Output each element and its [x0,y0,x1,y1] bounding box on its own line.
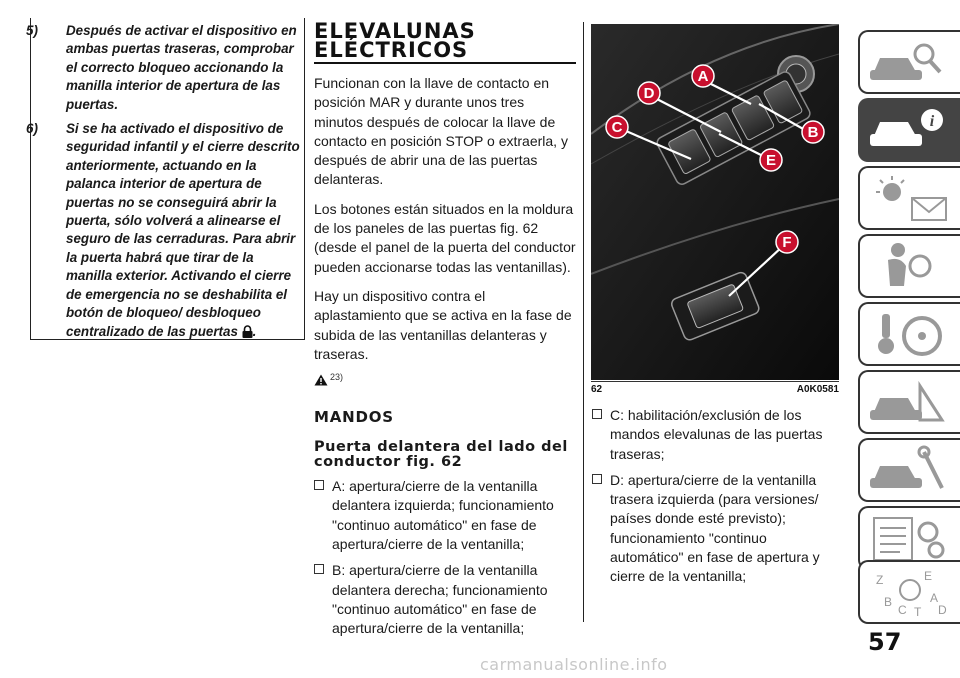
section-title-line1: ELEVALUNAS [314,19,476,43]
warning-ref-number: 23) [330,372,344,383]
notes-list [26,22,301,347]
door-panel-photo [591,24,839,380]
figure-number: 62 [591,384,603,395]
warning-triangle-icon [314,374,328,386]
page-number: 57 [868,628,902,656]
label-c: C [611,119,623,136]
figure-code: A0K0581 [796,384,839,395]
sub-subheading: Puerta delantera del lado del conductor fig. 62 [314,439,568,470]
list-item-text: B: apertura/cierre de la ventanilla delantera derecha; funcionamiento "continuo automático" en fase de apertura/cierre de la ventanilla; [332,562,548,637]
svg-text:C: C [898,603,907,617]
label-d: D [643,85,655,102]
note-text: Después de activar el dispositivo en ambas puertas traseras, comprobar el correcto bloqueo accionando la manilla interior de apertura de las puertas. [66,23,297,112]
label-f: F [782,234,792,251]
checkbox-bullet-icon [314,480,324,490]
figure-62-window-controls [591,24,839,380]
main-column [314,18,576,646]
label-e: E [765,152,777,169]
note-item-6 [26,120,301,341]
tab-starting-driving[interactable] [858,302,960,366]
note-number: 6) [26,121,38,137]
warning-lights-icon [860,168,960,228]
tab-warning-lights[interactable] [858,166,960,230]
svg-text:Z: Z [876,573,884,587]
list-item [592,406,842,464]
car-info-icon [860,100,960,160]
padlock-icon [242,325,253,338]
subheading: MANDOS [314,408,394,427]
watermark[interactable]: carmanualsonline.info [480,655,668,674]
car-breakdown-icon [860,372,960,432]
list-item-text: C: habilitación/exclusión de los mandos elevalunas de las puertas traseras; [610,407,823,462]
checkbox-bullet-icon [592,474,602,484]
warning-reference[interactable] [314,372,576,390]
controls-list-continued [592,406,842,587]
note-text: Si se ha activado el dispositivo de seguridad infantil y el cierre descrito anteriormente, actuando en la palanca interior de apertura de puertas no se conseguirá abrir la puerta, sólo volverá a alinearse el seguro de las cerraduras. Para abrir la puerta habrá que tirar de la manilla exterior. Activando el cierre de emergencia no se deshabilita el botón de bloqueo/ desbloqueo centralizado de las puertas [66,121,300,339]
svg-text:A: A [930,591,939,605]
list-item [592,471,842,587]
note-end: . [252,323,257,339]
svg-text:E: E [924,569,933,583]
section-title-line2: ELÉCTRICOS [314,38,469,62]
right-column [592,406,842,594]
note-number: 5) [26,23,38,38]
label-b: B [807,124,819,141]
tab-index[interactable] [858,560,960,624]
list-item-text: D: apertura/cierre de la ventanilla trasera izquierda (para versiones/ países donde esté previsto); funcionamiento "continuo automático" en fase de apertura y cierre de la ventanilla; [610,471,820,585]
section-title [314,19,576,62]
tab-knowing-car[interactable] [858,98,960,162]
figure-caption-rule [591,381,839,382]
tab-emergency[interactable] [858,370,960,434]
key-steering-wheel-icon [860,304,960,364]
tab-knowing-vehicle[interactable] [858,30,960,94]
figure-caption [591,384,839,395]
svg-text:i: i [929,113,935,130]
list-item [314,561,576,638]
title-underline [314,62,576,64]
airbag-child-seat-icon [860,236,960,296]
tab-safety[interactable] [858,234,960,298]
list-item-text: A: apertura/cierre de la ventanilla delantera izquierda; funcionamiento "continuo automático" en fase de apertura/cierre de la ventanilla; [332,478,554,553]
svg-text:D: D [938,603,947,617]
checkbox-bullet-icon [314,564,324,574]
controls-list [314,477,576,638]
paragraph: Funcionan con la llave de contacto en posición MAR y durante unos tres minutos después de colocar la llave de contacto en posición STOP o extraerla, y después de abrir una de las puertas delanteras. [314,75,568,188]
label-a: A [697,68,709,85]
tab-maintenance[interactable] [858,438,960,502]
list-item [314,477,576,554]
alphabetical-index-icon [860,562,960,622]
note-item-5 [26,22,301,114]
svg-text:B: B [884,595,893,609]
paragraph: Los botones están situados en la moldura de los paneles de las puertas fig. 62 (desde el panel de la puerta del conductor pueden accionarse todas las ventanillas). [314,200,576,275]
paragraph: Hay un dispositivo contra el aplastamiento que se activa en la fase de subida de las ventanillas delanteras y traseras. [314,287,572,362]
column-divider [583,22,584,622]
technical-data-icon [860,508,960,568]
car-search-icon [860,32,960,92]
svg-text:T: T [914,605,922,619]
checkbox-bullet-icon [592,409,602,419]
car-maintenance-icon [860,440,960,500]
